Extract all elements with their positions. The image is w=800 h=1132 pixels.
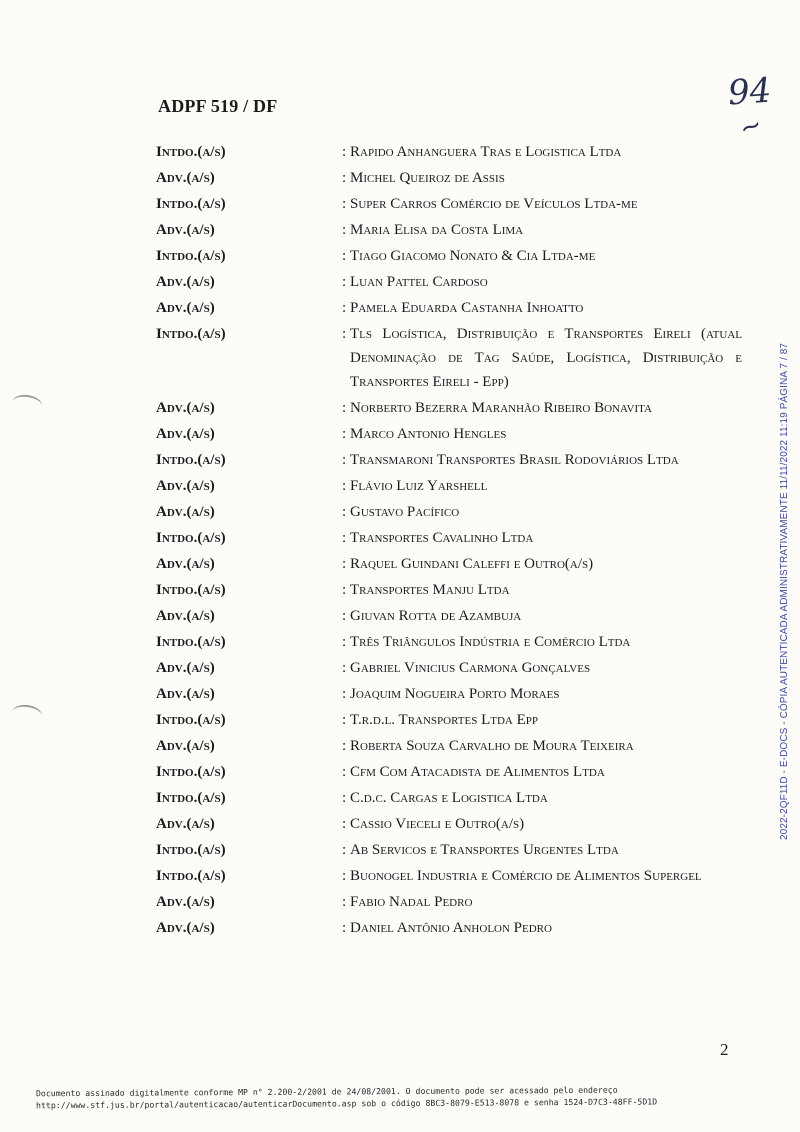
party-role: Intdo.(a/s) xyxy=(156,634,226,650)
party-role: Adv.(a/s) xyxy=(156,816,215,832)
party-separator: : xyxy=(342,582,347,598)
party-name: Tls Logística, Distribuição e Transportes Eireli (atual Denominação de Tag Saúde, Logística, Distribuição e Transportes Eireli - Epp) xyxy=(350,326,742,390)
party-row xyxy=(150,682,742,706)
party-name: Cfm Com Atacadista de Alimentos Ltda xyxy=(350,764,605,780)
party-row xyxy=(150,270,742,294)
page-number: 2 xyxy=(720,1040,729,1059)
party-separator: : xyxy=(342,868,347,884)
party-row xyxy=(150,890,742,914)
party-role: Adv.(a/s) xyxy=(156,608,215,624)
party-name: Norberto Bezerra Maranhão Ribeiro Bonavita xyxy=(350,400,652,416)
party-role: Intdo.(a/s) xyxy=(156,326,226,342)
party-separator: : xyxy=(342,738,347,754)
party-name: Flávio Luiz Yarshell xyxy=(350,478,488,494)
party-separator: : xyxy=(342,400,347,416)
party-name: Ab Servicos e Transportes Urgentes Ltda xyxy=(350,842,619,858)
party-name: Gustavo Pacífico xyxy=(350,504,460,520)
party-row xyxy=(150,708,742,732)
punch-hole-mark xyxy=(11,703,43,725)
party-row xyxy=(150,526,742,550)
party-role: Intdo.(a/s) xyxy=(156,790,226,806)
party-separator: : xyxy=(342,196,347,212)
party-separator: : xyxy=(342,556,347,572)
party-row xyxy=(150,838,742,862)
party-name: Três Triângulos Indústria e Comércio Ltda xyxy=(350,634,631,650)
handwritten-mark: ~ xyxy=(735,109,767,145)
party-name: Rapido Anhanguera Tras e Logistica Ltda xyxy=(350,144,622,160)
party-name: Tiago Giacomo Nonato & Cia Ltda-me xyxy=(350,248,596,264)
party-row xyxy=(150,140,742,164)
party-role: Intdo.(a/s) xyxy=(156,764,226,780)
party-role: Adv.(a/s) xyxy=(156,170,215,186)
party-name: Luan Pattel Cardoso xyxy=(350,274,488,290)
party-role: Intdo.(a/s) xyxy=(156,582,226,598)
punch-hole-mark xyxy=(11,393,43,415)
party-name: Giuvan Rotta de Azambuja xyxy=(350,608,522,624)
party-role: Adv.(a/s) xyxy=(156,400,215,416)
party-row xyxy=(150,396,742,420)
party-row xyxy=(150,218,742,242)
party-role: Intdo.(a/s) xyxy=(156,196,226,212)
party-role: Adv.(a/s) xyxy=(156,920,215,936)
handwritten-page-number: 94 xyxy=(726,70,773,114)
party-name: Marco Antonio Hengles xyxy=(350,426,507,442)
party-separator: : xyxy=(342,842,347,858)
party-row xyxy=(150,474,742,498)
party-role: Adv.(a/s) xyxy=(156,300,215,316)
party-separator: : xyxy=(342,248,347,264)
party-separator: : xyxy=(342,170,347,186)
party-role: Intdo.(a/s) xyxy=(156,144,226,160)
party-separator: : xyxy=(342,144,347,160)
party-role: Intdo.(a/s) xyxy=(156,248,226,264)
party-separator: : xyxy=(342,274,347,290)
party-name: Transmaroni Transportes Brasil Rodoviários Ltda xyxy=(350,452,679,468)
party-role: Intdo.(a/s) xyxy=(156,712,226,728)
parties-list xyxy=(150,140,742,942)
party-name: Roberta Souza Carvalho de Moura Teixeira xyxy=(350,738,634,754)
party-name: Daniel Antônio Anholon Pedro xyxy=(350,920,552,936)
party-separator: : xyxy=(342,894,347,910)
party-name: T.r.d.l. Transportes Ltda Epp xyxy=(350,712,538,728)
party-row xyxy=(150,786,742,810)
party-name: Maria Elisa da Costa Lima xyxy=(350,222,524,238)
party-role: Intdo.(a/s) xyxy=(156,452,226,468)
party-separator: : xyxy=(342,920,347,936)
party-row xyxy=(150,322,742,394)
footer-line-1: Documento assinado digitalmente conforme MP n° 2.200-2/2001 de 24/08/2001. O documento pode ser acessado pelo endereço xyxy=(35,1084,618,1099)
party-separator: : xyxy=(342,426,347,442)
party-row xyxy=(150,760,742,784)
footer-line-2: http://www.stf.jus.br/portal/autenticacao/autenticarDocumento.asp sob o código 8BC3-8079-E513-8078 e senha 1524-D7C3-48FF-5D1D xyxy=(36,1096,658,1111)
party-separator: : xyxy=(342,300,347,316)
party-role: Adv.(a/s) xyxy=(156,738,215,754)
party-name: Raquel Guindani Caleffi e Outro(a/s) xyxy=(350,556,594,572)
party-name: Transportes Cavalinho Ltda xyxy=(350,530,534,546)
party-role: Adv.(a/s) xyxy=(156,894,215,910)
party-separator: : xyxy=(342,608,347,624)
party-row xyxy=(150,244,742,268)
party-row xyxy=(150,864,742,888)
party-separator: : xyxy=(342,478,347,494)
party-row xyxy=(150,552,742,576)
party-row xyxy=(150,166,742,190)
party-role: Intdo.(a/s) xyxy=(156,868,226,884)
party-name: Gabriel Vinicius Carmona Gonçalves xyxy=(350,660,591,676)
party-row xyxy=(150,812,742,836)
party-name: Joaquim Nogueira Porto Moraes xyxy=(350,686,560,702)
party-row xyxy=(150,734,742,758)
party-role: Adv.(a/s) xyxy=(156,426,215,442)
party-name: Super Carros Comércio de Veículos Ltda-me xyxy=(350,196,638,212)
party-separator: : xyxy=(342,530,347,546)
party-separator: : xyxy=(342,686,347,702)
party-separator: : xyxy=(342,222,347,238)
party-role: Adv.(a/s) xyxy=(156,222,215,238)
party-separator: : xyxy=(342,790,347,806)
party-name: Fabio Nadal Pedro xyxy=(350,894,473,910)
party-separator: : xyxy=(342,816,347,832)
party-name: Michel Queiroz de Assis xyxy=(350,170,505,186)
party-role: Adv.(a/s) xyxy=(156,686,215,702)
party-role: Intdo.(a/s) xyxy=(156,842,226,858)
party-role: Adv.(a/s) xyxy=(156,556,215,572)
party-separator: : xyxy=(342,452,347,468)
party-role: Intdo.(a/s) xyxy=(156,530,226,546)
party-separator: : xyxy=(342,326,347,342)
case-title: ADPF 519 / DF xyxy=(158,96,278,116)
party-separator: : xyxy=(342,764,347,780)
party-row xyxy=(150,656,742,680)
signature-footer xyxy=(36,1083,776,1112)
party-row xyxy=(150,500,742,524)
authentication-stamp: 2022-2QF11D - E-DOCS - CÓPIA AUTENTICADA ADMINISTRATIVAMENTE 11/11/2022 11:19 PÁGINA 7 / 87 xyxy=(779,342,790,840)
party-row xyxy=(150,422,742,446)
party-name: Pamela Eduarda Castanha Inhoatto xyxy=(350,300,584,316)
party-role: Adv.(a/s) xyxy=(156,274,215,290)
party-separator: : xyxy=(342,712,347,728)
party-name: C.d.c. Cargas e Logistica Ltda xyxy=(350,790,548,806)
party-row xyxy=(150,448,742,472)
party-separator: : xyxy=(342,504,347,520)
party-row xyxy=(150,630,742,654)
party-name: Buonogel Industria e Comércio de Alimentos Supergel xyxy=(350,868,702,884)
party-row xyxy=(150,604,742,628)
party-row xyxy=(150,192,742,216)
party-role: Adv.(a/s) xyxy=(156,478,215,494)
party-name: Cassio Vieceli e Outro(a/s) xyxy=(350,816,525,832)
party-separator: : xyxy=(342,660,347,676)
party-row xyxy=(150,578,742,602)
party-row xyxy=(150,916,742,940)
party-role: Adv.(a/s) xyxy=(156,660,215,676)
party-name: Transportes Manju Ltda xyxy=(350,582,510,598)
party-row xyxy=(150,296,742,320)
party-separator: : xyxy=(342,634,347,650)
party-role: Adv.(a/s) xyxy=(156,504,215,520)
